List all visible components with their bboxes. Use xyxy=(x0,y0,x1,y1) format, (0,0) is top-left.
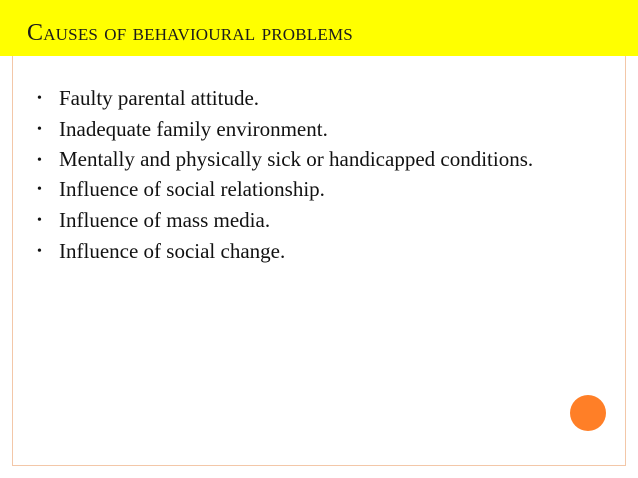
bullet-dot-icon: • xyxy=(37,213,42,228)
bullet-list xyxy=(37,84,597,268)
bullet-item xyxy=(37,84,597,113)
bullet-text: Mentally and physically sick or handicapped conditions. xyxy=(59,147,534,171)
bullet-item xyxy=(37,237,597,266)
bullet-item xyxy=(37,115,597,144)
bullet-dot-icon: • xyxy=(37,182,42,197)
bullet-text: Influence of social change. xyxy=(59,239,286,263)
bullet-text: Faulty parental attitude. xyxy=(59,86,260,110)
slide-title: Causes of behavioural problems xyxy=(27,20,353,46)
bullet-dot-icon: • xyxy=(37,244,42,259)
bullet-text: Inadequate family environment. xyxy=(59,117,328,141)
bullet-item xyxy=(37,146,597,173)
bullet-text: Influence of mass media. xyxy=(59,208,271,232)
bullet-text: Influence of social relationship. xyxy=(59,177,325,201)
bullet-item xyxy=(37,175,597,204)
bullet-dot-icon: • xyxy=(37,153,42,168)
bullet-dot-icon: • xyxy=(37,91,42,106)
orange-circle-decoration xyxy=(570,395,606,431)
bullet-dot-icon: • xyxy=(37,122,42,137)
bullet-item xyxy=(37,206,597,235)
